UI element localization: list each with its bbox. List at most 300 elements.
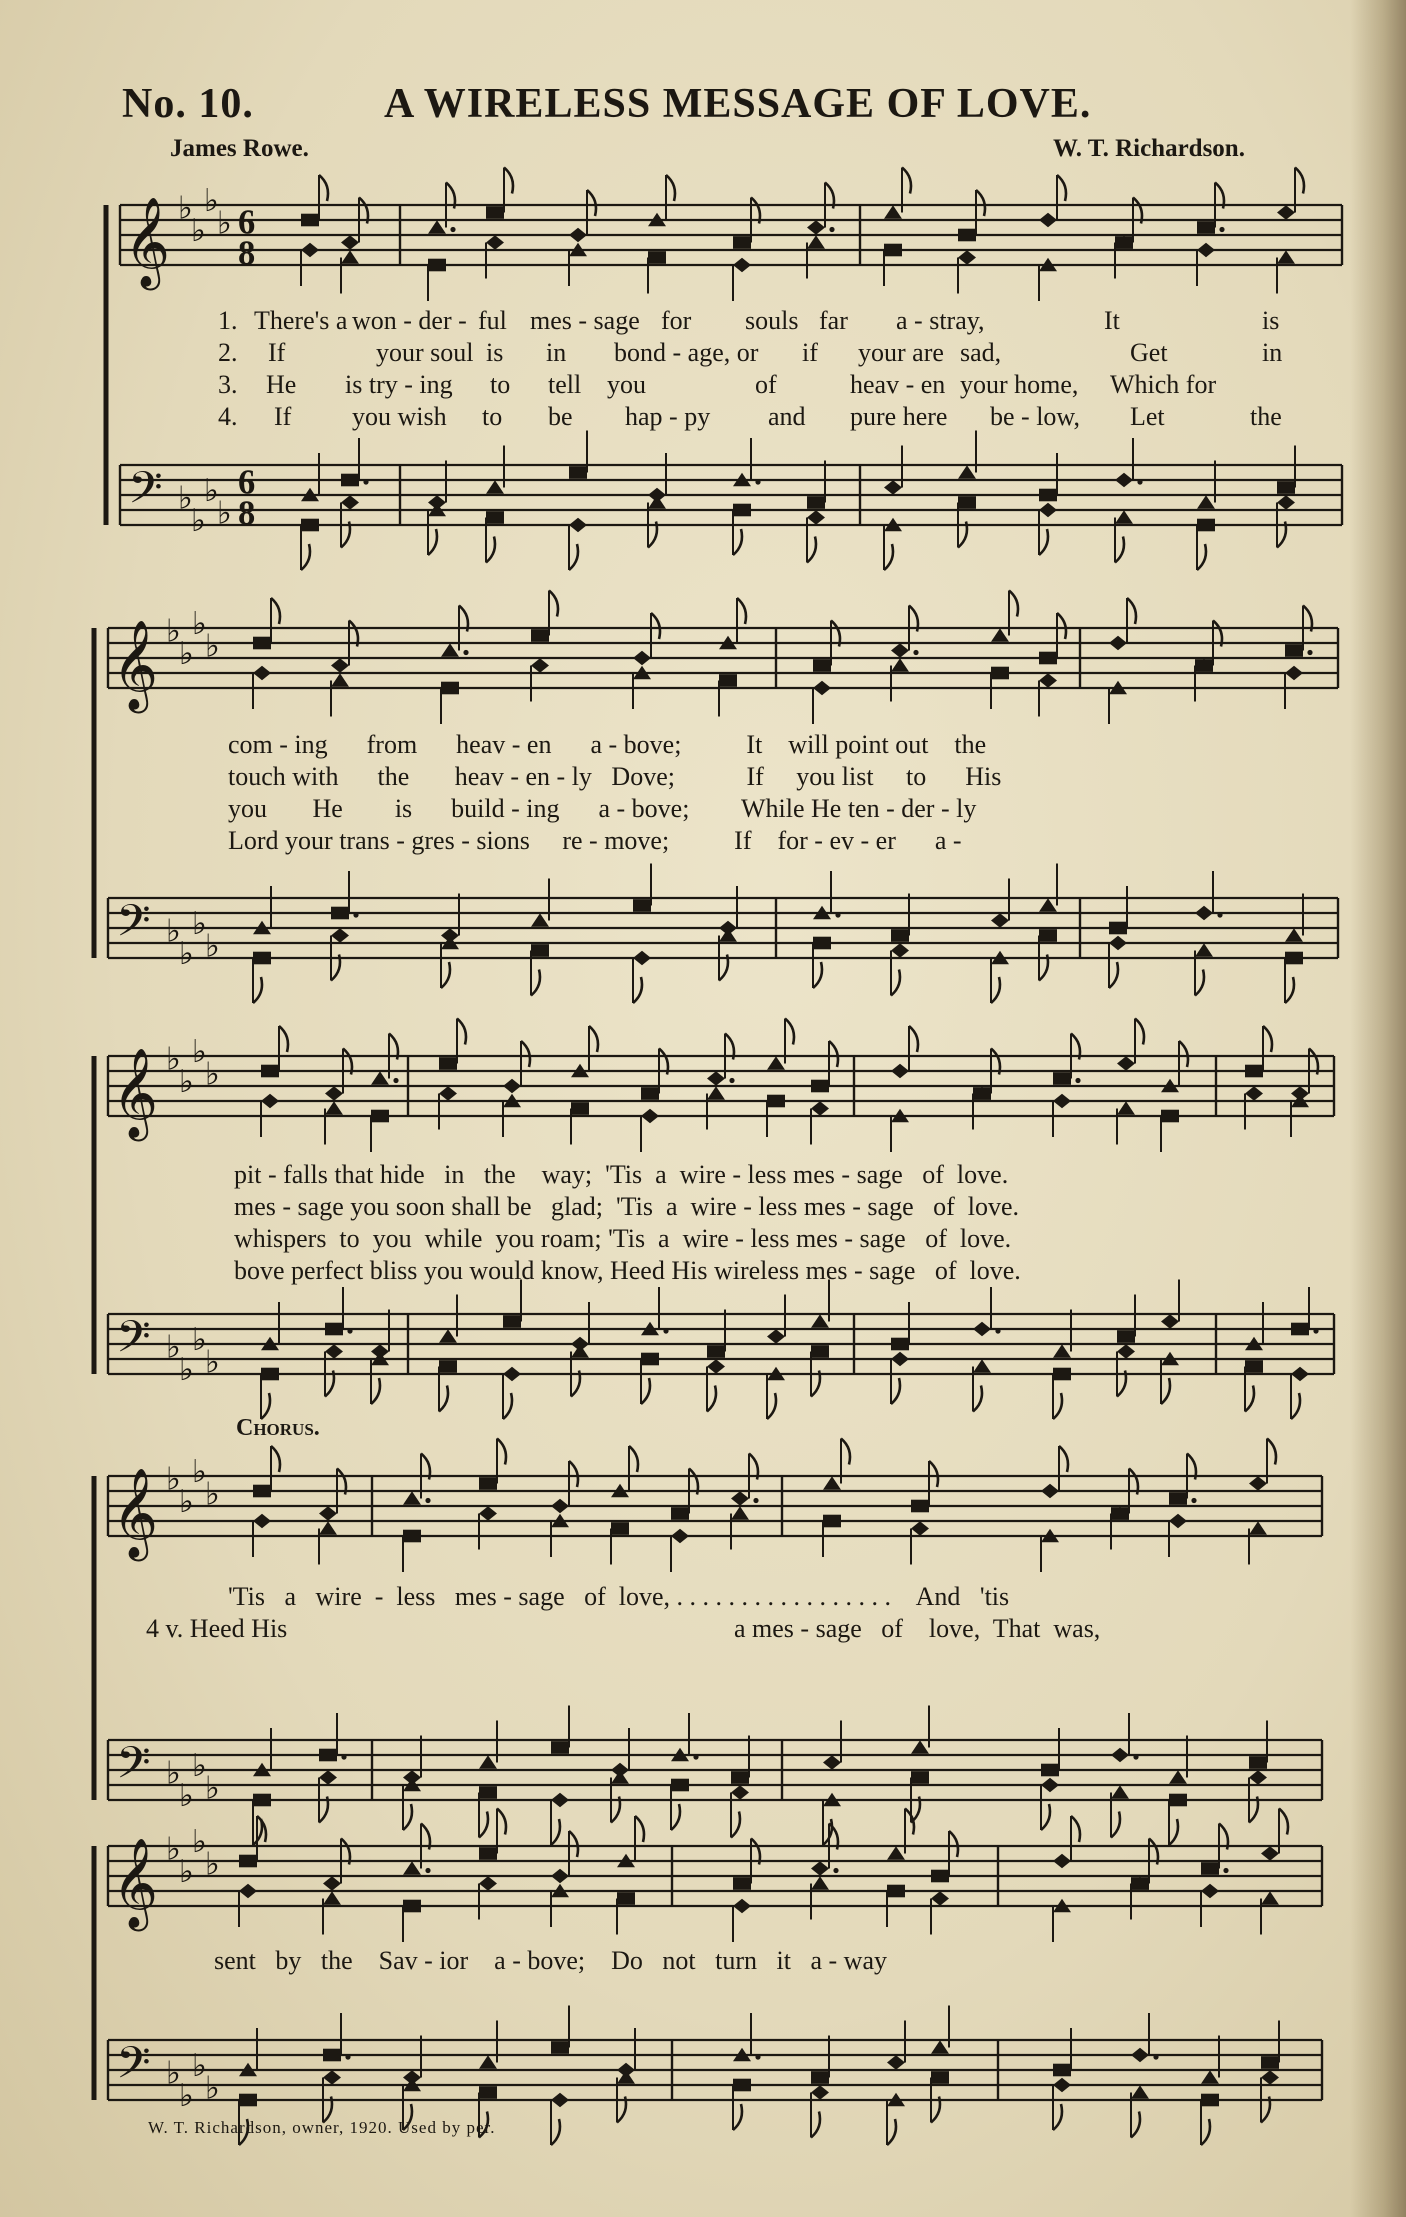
note-head [891,1352,909,1366]
note-flag [503,1393,512,1419]
note-head [991,628,1009,642]
note-flag [671,1804,680,1830]
note-head [371,1071,389,1085]
flat-icon: ♭ [192,906,207,942]
note-head [1039,213,1057,227]
note-head [261,1094,279,1108]
dot [345,2054,350,2059]
dot [1223,1868,1228,1873]
note-head [1161,1314,1179,1328]
dot [450,227,455,232]
note-flag [1053,1393,1062,1419]
note-flag [1057,175,1066,201]
note-head [958,229,976,242]
flat-icon: ♭ [192,1748,207,1784]
note-head [1291,1367,1309,1381]
note-flag [1169,1819,1178,1845]
note-head [811,2071,829,2084]
note-head [1277,481,1295,494]
note-flag [829,1041,838,1067]
note-head [731,1491,749,1505]
flat-icon: ♭ [191,503,206,539]
note-head [767,1095,785,1108]
note-head [813,681,831,695]
verse2-word: in [1262,338,1283,367]
note-head [1201,1884,1219,1898]
note-head [551,1741,569,1754]
note-head [719,928,737,942]
note-head [719,674,737,687]
note-flag [1057,613,1066,639]
verse1-word: ful [478,306,507,335]
note-head [1245,1086,1263,1100]
flat-icon: ♭ [166,1329,181,1366]
note-flag [1263,1026,1272,1052]
note-head [884,205,902,219]
note-head [331,673,349,687]
verse4-line2: Lord your trans - gres - sions re - move; If for - ev - er a - [228,826,962,855]
note-head [891,658,909,672]
verse1-word: mes - sage [530,306,640,335]
flat-icon: ♭ [192,2048,207,2084]
note-head [958,465,976,479]
note-head [733,258,751,272]
note-head [807,496,825,509]
verse1-word: souls [745,306,799,335]
note-flag [635,1816,644,1842]
note-head [617,2070,635,2084]
verse2-word: your are [858,338,944,367]
verse2-word: Get [1130,338,1168,367]
note-flag [319,175,328,201]
note-flag [1041,1804,1050,1830]
note-flag [1053,2104,1062,2130]
bass-clef-icon: 𝄢 [116,1736,151,1800]
flat-icon: ♭ [179,636,194,672]
note-head [931,2071,949,2084]
flat-icon: ♭ [192,606,207,642]
note-flag [811,2112,820,2138]
note-flag [271,1446,280,1472]
note-head [571,1102,589,1115]
note-head [1053,1368,1071,1381]
note-head [319,1749,337,1762]
verse4-word: the [1250,402,1282,431]
note-head [1111,1507,1129,1520]
flat-icon: ♭ [178,480,193,517]
note-head [1285,952,1303,965]
flat-icon: ♭ [205,2070,220,2107]
dot [341,1754,346,1759]
note-flag [1059,1446,1068,1472]
verse1-word: is [1262,306,1280,335]
note-head [531,944,549,957]
verse3-word: of [755,370,777,399]
note-flag [1111,1812,1120,1838]
note-head [403,1530,421,1543]
note-head [486,480,504,494]
note-head [973,1322,991,1336]
note-flag [1267,1439,1276,1465]
note-flag [1109,962,1118,988]
dot [729,1078,734,1083]
note-head [1039,898,1057,912]
note-head [1109,922,1127,935]
note-head [1197,243,1215,257]
note-head [331,928,349,942]
treble-clef-icon: 𝄞 [124,197,171,287]
flat-icon: ♭ [204,473,219,509]
note-head [1291,1323,1309,1336]
note-head [973,1087,991,1100]
note-head [1111,1748,1129,1762]
verse4-word: to [482,402,503,431]
note-head [811,1345,829,1358]
flat-icon: ♭ [205,1056,220,1093]
note-flag [371,1378,380,1404]
note-head [641,1109,659,1123]
flat-icon: ♭ [192,1034,207,1070]
verse2-word: If [268,338,286,367]
verse2-word: 2. [218,338,238,367]
composer-credit: W. T. Richardson. [1053,135,1245,162]
verse3-word: 3. [218,370,238,399]
hymn-title: A WIRELESS MESSAGE OF LOVE. [384,81,1092,127]
note-flag [1291,1393,1300,1419]
note-head [301,214,319,227]
note-flag [666,175,675,201]
note-head [733,2079,751,2092]
note-head [1195,906,1213,920]
note-flag [891,970,900,996]
note-flag [973,1386,982,1412]
note-flag [497,1809,506,1835]
verse1-word: There's a [254,306,348,335]
dot [353,912,358,917]
note-head [403,1491,421,1505]
note-head [253,666,271,680]
note-head [331,658,349,672]
dot [425,1868,430,1873]
note-head [1039,929,1057,942]
note-flag [785,1019,794,1045]
note-head [569,518,587,532]
note-head [1115,236,1133,249]
note-head [323,2070,341,2084]
note-flag [633,977,642,1003]
note-head [403,1861,421,1875]
note-flag [1295,168,1304,194]
dot [663,1328,668,1333]
flat-icon: ♭ [217,205,232,242]
verse1-line3: pit - falls that hide in the way; 'Tis a wire - less mes - sage of love. [234,1160,1009,1189]
verse4-line3: bove perfect bliss you would know, Heed His wireless mes - sage of love. [234,1256,1021,1285]
verse3-word: is try - ing [345,370,453,399]
flat-icon: ♭ [205,928,220,965]
note-head [733,504,751,517]
note-head [731,1506,749,1520]
treble-clef-icon: 𝄞 [112,1468,159,1558]
note-head [253,1485,271,1498]
note-head [319,1770,337,1784]
verse2-line2: touch with the heav - en - ly Dove; If you list to His [228,762,1002,791]
note-head [911,1521,929,1535]
note-head [733,1877,751,1890]
note-head [239,2094,257,2107]
dot [829,227,834,232]
note-head [1131,1877,1149,1890]
note-flag [887,2119,896,2145]
note-head [1169,1514,1187,1528]
note-head [811,1876,829,1890]
note-flag [1285,977,1294,1003]
note-flag [807,537,816,563]
dot [753,1498,758,1503]
note-head [261,1065,279,1078]
verse1-word: 1. [218,306,238,335]
note-flag [841,1439,850,1465]
note-head [1039,489,1057,502]
flat-icon: ♭ [192,1824,207,1860]
note-head [611,1770,629,1784]
dot [913,650,918,655]
note-head [1261,1891,1279,1905]
note-head [571,1344,589,1358]
note-head [884,480,902,494]
note-head [551,2041,569,2054]
verse4-word: you wish [352,402,447,431]
note-head [1195,659,1213,672]
note-head [1111,1785,1129,1799]
note-head [551,1869,569,1883]
note-head [1197,519,1215,532]
dot [1191,1498,1196,1503]
chorus-label: Chorus. [236,1415,320,1441]
note-flag [271,598,280,624]
note-head [1109,936,1127,950]
verse3-word: He [266,370,297,399]
flat-icon: ♭ [166,913,181,950]
flat-icon: ♭ [179,1352,194,1388]
note-head [811,1314,829,1328]
verse1-word: won - der - [352,306,467,335]
note-head [403,1900,421,1913]
bass-clef-icon: 𝄢 [116,1310,151,1374]
verse2-word: bond - age, or [614,338,759,367]
verse3-word: tell [548,370,582,399]
verse3-word: you [607,370,646,399]
note-head [958,496,976,509]
flat-icon: ♭ [179,1778,194,1814]
note-head [891,643,909,657]
note-flag [1197,544,1206,570]
note-head [1053,1854,1071,1868]
dot [833,1868,838,1873]
note-head [479,1477,497,1490]
verse4-word: pure here [850,402,948,431]
note-head [486,206,504,219]
note-head [731,1785,749,1799]
note-head [1053,1072,1071,1085]
flat-icon: ♭ [205,1770,220,1807]
note-head [319,1521,337,1535]
note-head [807,235,825,249]
note-head [931,1870,949,1883]
note-head [1117,1330,1135,1343]
flat-icon: ♭ [166,2055,181,2092]
note-head [611,1522,629,1535]
dot [693,1754,698,1759]
note-head [486,235,504,249]
note-head [441,682,459,695]
note-head [439,1057,457,1070]
note-head [1109,636,1127,650]
time-signature-top: 6 [238,463,256,502]
flat-icon: ♭ [178,190,193,227]
flat-icon: ♭ [179,936,194,972]
verse4-word: hap - py [625,402,711,431]
note-head [891,1338,909,1351]
note-head [1285,928,1303,942]
note-head [811,2085,829,2099]
bass-clef-icon: 𝄢 [116,894,151,958]
verse4-word: and [768,402,806,431]
dot [463,650,468,655]
note-head [1131,2048,1149,2062]
verse4-word: Let [1130,402,1165,431]
note-head [884,244,902,257]
note-head [331,907,349,920]
note-flag [909,1026,918,1052]
note-head [731,1771,749,1784]
note-flag [1195,970,1204,996]
note-head [707,1086,725,1100]
note-head [486,511,504,524]
note-flag [551,2119,560,2145]
note-head [428,259,446,272]
note-head [887,2055,905,2069]
note-head [1041,1484,1059,1498]
note-flag [521,1041,530,1067]
flat-icon: ♭ [179,2078,194,2114]
note-head [911,1500,929,1513]
flat-icon: ♭ [205,1476,220,1513]
note-head [1277,495,1295,509]
note-flag [1245,1386,1254,1412]
note-head [531,629,549,642]
note-flag [457,1019,466,1045]
note-flag [1135,1019,1144,1045]
note-head [551,1499,569,1513]
note-flag [504,168,513,194]
note-head [323,1876,341,1890]
note-head [531,913,549,927]
note-flag [884,544,893,570]
verse1-word: far [819,306,848,335]
note-flag [991,977,1000,1003]
note-head [479,1506,497,1520]
chorus-line1: 'Tis a wire - less mes - sage of love, . . . . . . . . . . . . . . . . . And 'tis [228,1582,1010,1611]
note-head [1285,644,1303,657]
note-flag [731,1812,740,1838]
note-head [911,1740,929,1754]
verse4-word: If [274,402,292,431]
note-flag [479,1812,488,1838]
flat-icon: ♭ [204,183,219,219]
note-flag [569,544,578,570]
note-flag [823,1819,832,1845]
flat-icon: ♭ [192,1454,207,1490]
note-head [823,1476,841,1490]
note-head [1039,503,1057,517]
note-head [1053,1094,1071,1108]
flat-icon: ♭ [179,1854,194,1890]
note-head [887,1846,905,1860]
note-head [479,2086,497,2099]
copyright-notice: W. T. Richardson, owner, 1920. Used by per. [148,2118,496,2137]
note-flag [587,190,596,216]
flat-icon: ♭ [166,1755,181,1792]
note-head [1053,1344,1071,1358]
dot [835,912,840,917]
flat-icon: ♭ [205,1344,220,1381]
flat-icon: ♭ [205,628,220,665]
note-flag [1161,1378,1170,1404]
flat-icon: ♭ [166,1461,181,1498]
note-head [323,2049,341,2062]
note-flag [439,1386,448,1412]
note-flag [441,962,450,988]
note-head [1249,1521,1267,1535]
note-head [253,1514,271,1528]
note-head [551,2093,569,2107]
note-head [341,250,359,263]
verse3-word: Which for [1110,370,1217,399]
note-head [633,899,651,912]
note-head [319,1506,337,1520]
note-head [617,1892,635,1905]
note-flag [403,1804,412,1830]
note-flag [1115,537,1124,563]
note-head [1261,2056,1279,2069]
note-head [253,637,271,650]
note-head [1169,1492,1187,1505]
note-head [641,1353,659,1366]
note-flag [902,168,911,194]
note-head [991,913,1009,927]
note-flag [1039,529,1048,555]
note-head [479,1786,497,1799]
note-flag [641,1378,650,1404]
note-head [1169,1794,1187,1807]
hymn-number: No. 10. [122,81,254,127]
note-flag [497,1439,506,1465]
note-head [325,1086,343,1100]
flat-icon: ♭ [191,213,206,249]
note-head [707,1359,725,1373]
time-signature-top: 6 [238,203,256,242]
verse3-word: to [490,370,511,399]
note-head [1039,673,1057,687]
note-flag [929,1461,938,1487]
note-head [1201,2070,1219,2084]
note-head [733,236,751,249]
note-head [648,251,666,264]
verse2-word: if [802,338,818,367]
note-flag [891,1378,900,1404]
note-head [1197,221,1215,234]
dot [425,1498,430,1503]
